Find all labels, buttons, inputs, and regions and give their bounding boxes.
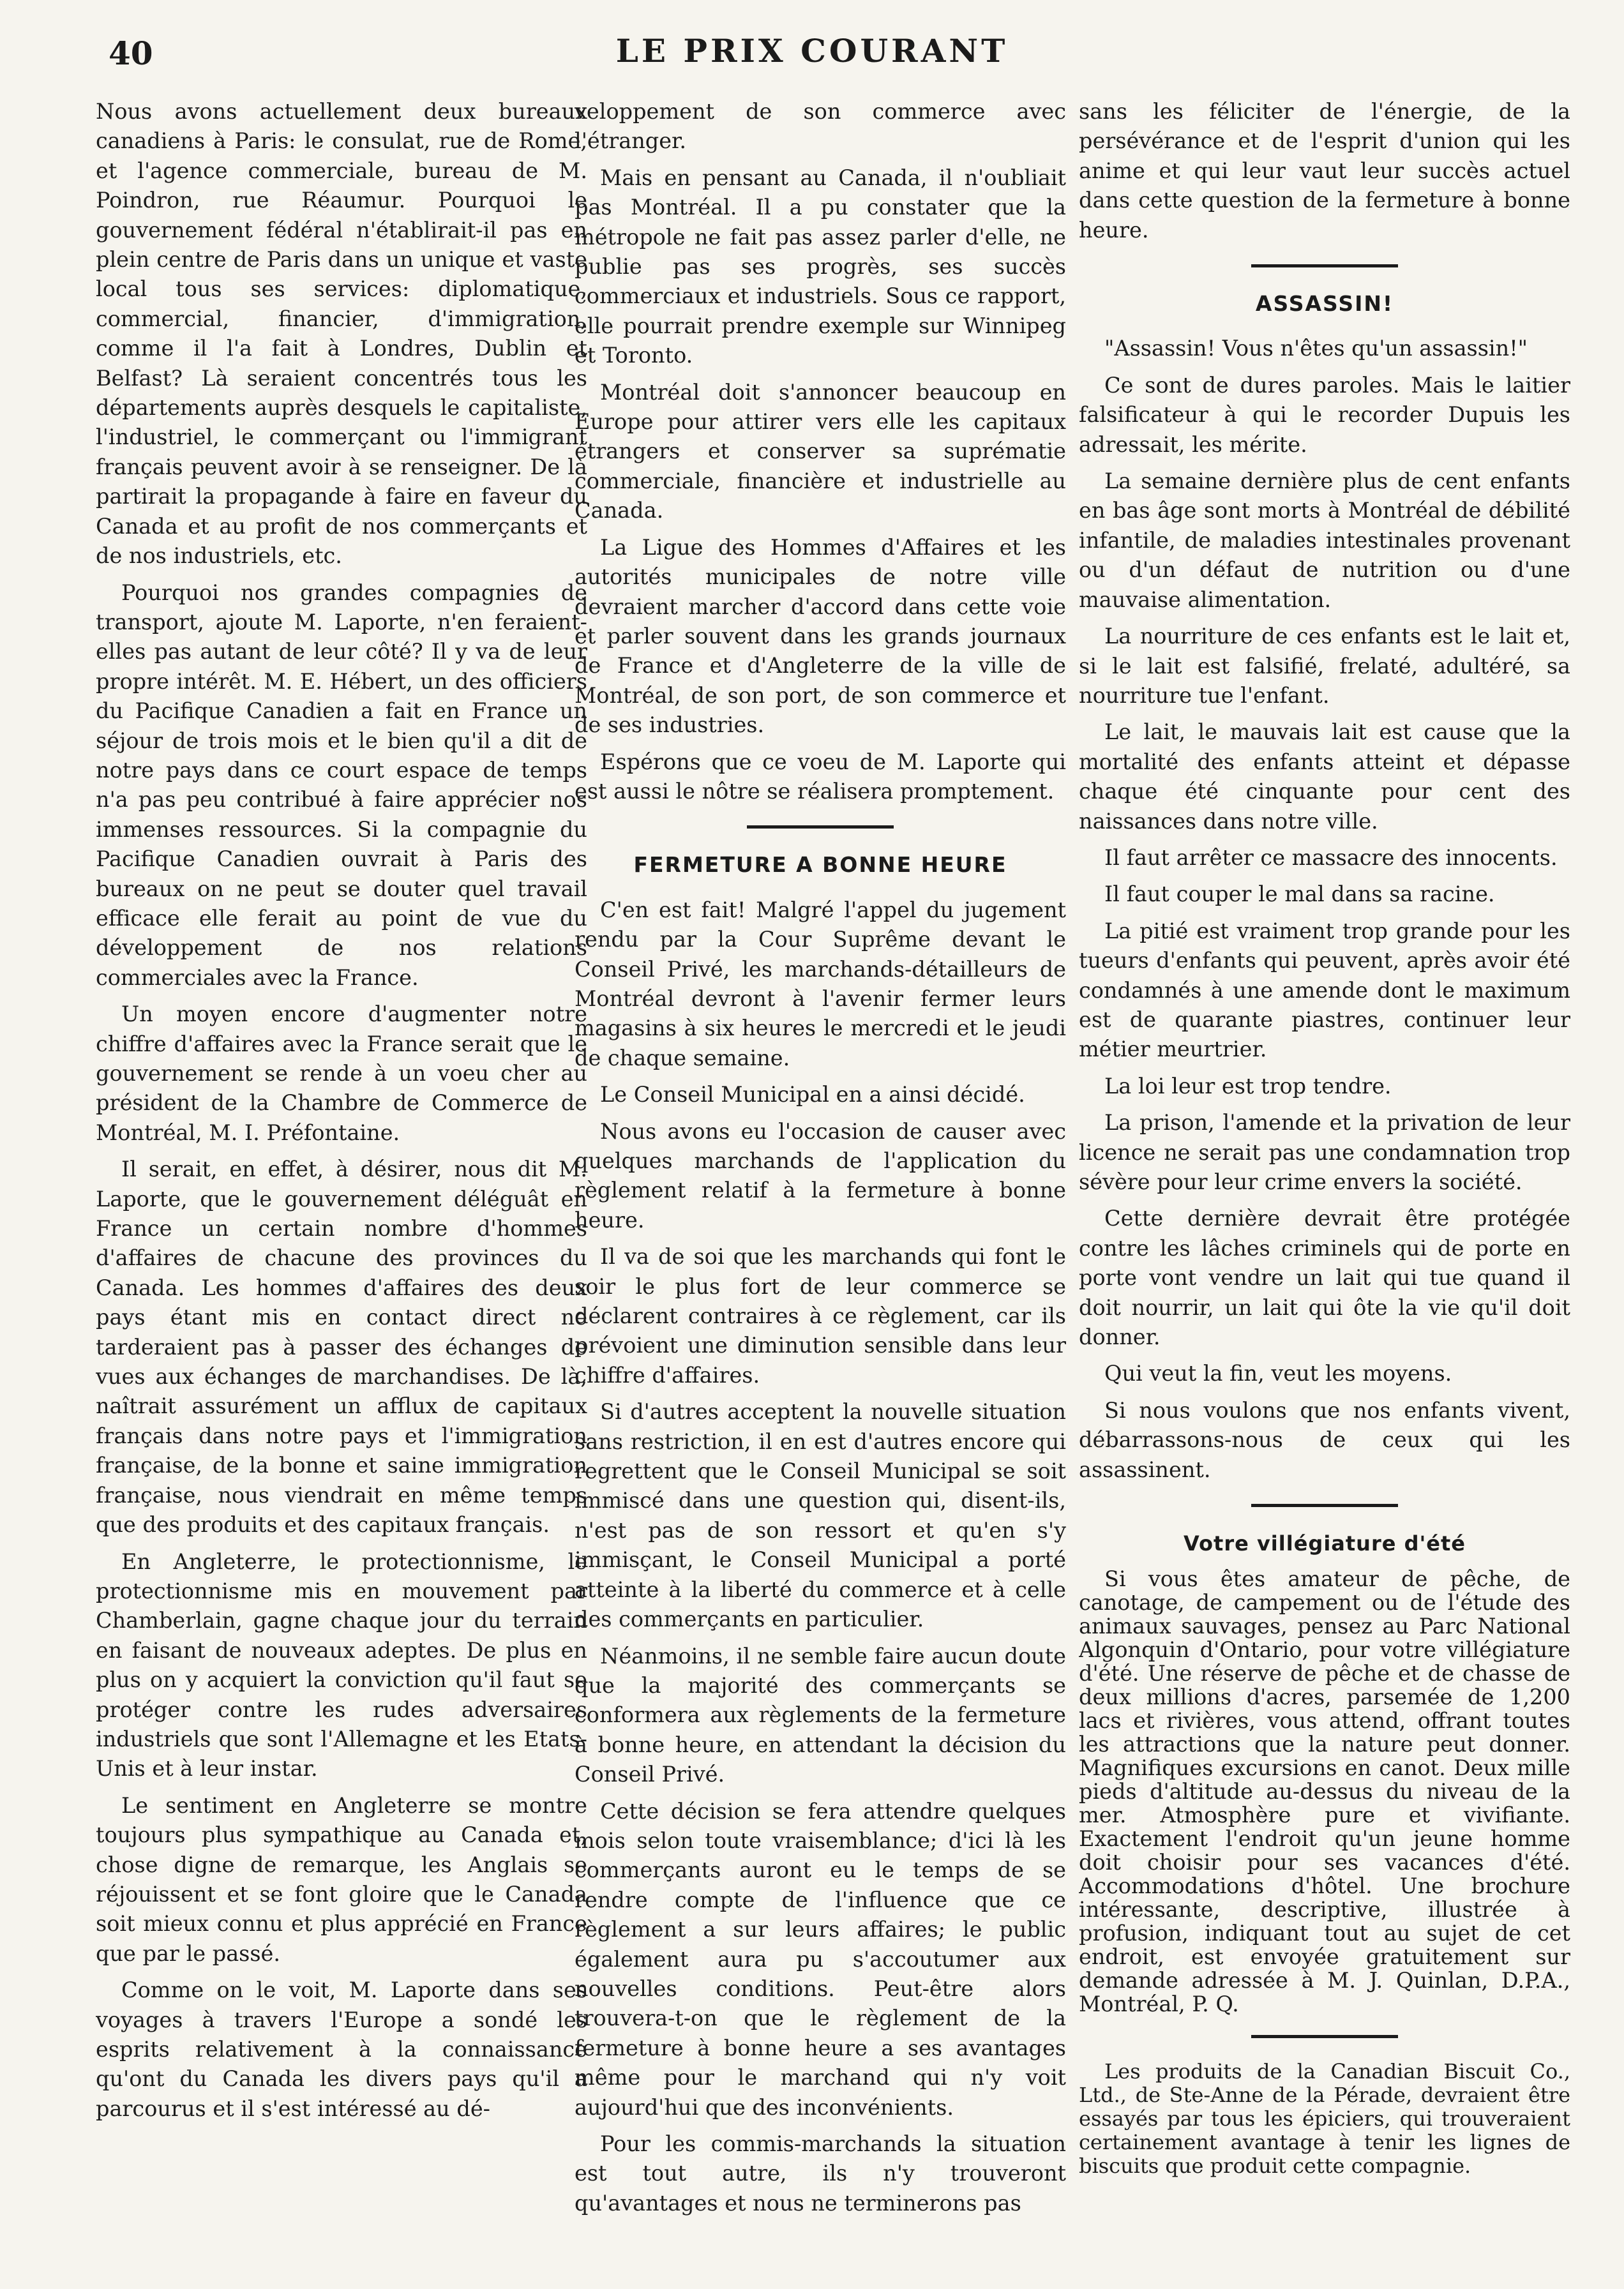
article-paragraph: Montréal doit s'annoncer beaucoup en Europe pour attirer vers elle les capitaux étrangers et conserver sa suprématie commerciale, financière et industrielle au Canada.	[575, 379, 1066, 523]
article-paragraph: Pour les commis-marchands la situation est tout autre, ils n'y trouveront qu'avantages et nous ne terminerons pas	[575, 2131, 1066, 2216]
page-header	[0, 26, 1624, 96]
article-paragraph: Cette dernière devrait être protégée contre les lâches criminels qui de porte en porte vont vendre un lait qui tue quand il doit nourrir, un lait qui ôte la vie qu'il doit donner.	[1079, 1206, 1570, 1350]
article-paragraph: Il va de soi que les marchands qui font le soir le plus fort de leur commerce se déclarent contraires à ce règlement, car ils prévoient une diminution sensible dans leur chiffre d'affaires.	[575, 1244, 1066, 1388]
column-3	[1079, 97, 1570, 2267]
article-paragraph: "Assassin! Vous n'êtes qu'un assassin!"	[1104, 336, 1528, 361]
article-paragraph: Qui veut la fin, veut les moyens.	[1104, 1361, 1452, 1386]
column-2	[575, 97, 1066, 2267]
section-divider	[1251, 1504, 1398, 1507]
article-paragraph: Nous avons eu l'occasion de causer avec quelques marchands de l'application du règlement relatif à la fermeture à bonne heure.	[575, 1118, 1066, 1233]
notice-paragraph: Les produits de la Canadian Biscuit Co., Ltd., de Ste-Anne de la Pérade, devraient être essayés par tous les épiciers, qui trouveraient certainement avantage à tenir les lignes de biscuits que produit cette compagnie.	[1079, 2059, 1570, 2179]
article-paragraph: La loi leur est trop tendre.	[1104, 1073, 1392, 1099]
article-paragraph: Il serait, en effet, à désirer, nous dit M. Laporte, que le gouvernement déléguât en France un certain nombre d'hommes d'affaires de chacune des provinces du Canada. Les hommes d'affaires des deux pays étant mis en contact direct ne tarderaient pas à passer des échanges de vues aux échanges de marchandises. De là, naîtrait assurément un afflux de capitaux français dans notre pays et l'immigration française, de la bonne et saine immigration française, nous viendrait en même temps que des produits et des capitaux français.	[96, 1157, 587, 1538]
article-paragraph: Mais en pensant au Canada, il n'oubliait pas Montréal. Il a pu constater que la métropole ne fait pas assez parler d'elle, ne publie pas ses progrès, ses succès commerciaux et industriels. Sous ce rapport, elle pourrait prendre exemple sur Winnipeg et Toronto.	[575, 165, 1066, 368]
biscuit-notice	[1079, 2060, 1570, 2178]
article-paragraph: Ce sont de dures paroles. Mais le laitier falsificateur à qui le recorder Dupuis les adressait, les mérite.	[1079, 372, 1570, 457]
article-paragraph: La prison, l'amende et la privation de leur licence ne serait pas une condamnation trop sévère pour leur crime envers la société.	[1079, 1110, 1570, 1194]
section-title-assassin: ASSASSIN!	[1255, 291, 1394, 317]
section-title-villegiature: Votre villégiature d'été	[1184, 1531, 1466, 1556]
article-paragraph: Il faut couper le mal dans sa racine.	[1104, 882, 1495, 907]
article-paragraph: Pourquoi nos grandes compagnies de transport, ajoute M. Laporte, n'en feraient-elles pas autant de leur côté? Il y va de leur propre intérêt. M. E. Hébert, un des officiers du Pacifique Canadien a fait en France un séjour de trois mois et le bien qu'il a dit de notre pays dans ce court espace de temps n'a pas peu contribué à faire apprécier nos immenses ressources. Si la compagnie du Pacifique Canadien ouvrait à Paris des bureaux on ne peut se douter quel travail efficace elle ferait au point de vue du développement de nos relations commerciales avec la France.	[96, 580, 587, 990]
article-paragraph: Le Conseil Municipal en a ainsi décidé.	[600, 1082, 1025, 1107]
article-paragraph: La semaine dernière plus de cent enfants en bas âge sont morts à Montréal de débilité infantile, de maladies intestinales provenant ou d'un défaut de nutrition ou d'une mauvaise alimentation.	[1079, 469, 1570, 612]
article-paragraph: Il faut arrêter ce massacre des innocents.	[1104, 844, 1558, 870]
article-paragraph: veloppement de son commerce avec l'étranger.	[575, 99, 1066, 154]
article-paragraph: Néanmoins, il ne semble faire aucun doute que la majorité des commerçants se conformera aux règlements de la fermeture à bonne heure, en attendant la décision du Conseil Privé.	[575, 1643, 1066, 1787]
article-paragraph: Nous avons actuellement deux bureaux canadiens à Paris: le consulat, rue de Rome, et l'agence commerciale, bureau de M. Poindron, rue Réaumur. Pourquoi le gouvernement fédéral n'établirait-il pas en plein centre de Paris dans un unique et vaste local tous ses services: diplomatique, commercial, financier, d'immigration, comme il l'a fait à Londres, Dublin et Belfast? Là seraient concentrés tous les départements auprès desquels le capitaliste, l'industriel, le commerçant ou l'immigrant français peuvent avoir à se renseigner. De là partirait la propagande à faire en faveur du Canada et au profit de nos commerçants et de nos industriels, etc.	[96, 99, 587, 569]
column-1	[96, 97, 587, 2267]
article-paragraph: La pitié est vraiment trop grande pour les tueurs d'enfants qui peuvent, après avoir été condamnés à une amende dont le maximum est de quarante piastres, continuer leur métier meurtrier.	[1079, 918, 1570, 1062]
article-paragraph: La nourriture de ces enfants est le lait et, si le lait est falsifié, frelaté, adultéré, sa nourriture tue l'enfant.	[1079, 624, 1570, 708]
article-paragraph: En Angleterre, le protectionnisme, le protectionnisme mis en mouvement par Chamberlain, gagne chaque jour du terrain en faisant de nouveaux adeptes. De plus en plus on y acquiert la conviction qu'il faut se protéger contre les rudes adversaires industriels que sont l'Allemagne et les Etats-Unis et à leur instar.	[96, 1549, 587, 1782]
article-paragraph: Comme on le voit, M. Laporte dans ses voyages à travers l'Europe a sondé les esprits relativement à la connaissance qu'ont du Canada les divers pays qu'il a parcourus et il s'est intéressé au dé-	[96, 1978, 587, 2121]
article-paragraph: Le sentiment en Angleterre se montre toujours plus sympathique au Canada et, chose digne de remarque, les Anglais se réjouissent et se font gloire que le Canada soit mieux connu et plus apprécié en France que par le passé.	[96, 1792, 587, 1966]
article-paragraph: La Ligue des Hommes d'Affaires et les autorités municipales de notre ville devraient marcher d'accord dans cette voie et parler souvent dans les grands journaux de France et d'Angleterre de la ville de Montréal, de son port, de son commerce et de ses industries.	[575, 534, 1066, 738]
article-paragraph: Espérons que ce voeu de M. Laporte qui est aussi le nôtre se réalisera promptement.	[575, 749, 1066, 804]
section-divider	[1251, 2035, 1398, 2038]
section-divider	[747, 825, 894, 829]
article-paragraph: sans les féliciter de l'énergie, de la persévérance et de l'esprit d'union qui les anime et qui leur vaut leur succès actuel dans cette question de la fermeture à bonne heure.	[1079, 99, 1570, 243]
article-paragraph: Si nous voulons que nos enfants vivent, débarrassons-nous de ceux qui les assassinent.	[1079, 1397, 1570, 1482]
publication-title: LE PRIX COURANT	[615, 32, 1009, 70]
article-paragraph: Si vous êtes amateur de pêche, de canotage, de campement ou de l'étude des animaux sauvages, pensez au Parc National Algonquin d'Ontario, pour votre villégiature d'été. Une réserve de pêche et de chasse de deux millions d'acres, parsemée de 1,200 lacs et rivières, vous attend, offrant toutes les attractions que la nature peut donner. Magnifiques excursions en canot. Deux mille pieds d'altitude au-dessus du niveau de la mer. Atmosphère pure et vivifiante. Exactement l'endroit qu'un jeune homme doit choisir pour ses vacances d'été. Accommodations d'hôtel. Une brochure intéressante, descriptive, illustrée à profusion, indiquant tout au sujet de cet endroit, est envoyée gratuitement sur demande adressée à M. J. Quinlan, D.P.A., Montréal, P. Q.	[1079, 1566, 1570, 2017]
section-title-fermeture: FERMETURE A BONNE HEURE	[633, 852, 1007, 878]
article-paragraph: Un moyen encore d'augmenter notre chiffre d'affaires avec la France serait que le gouvernement se rende à un voeu cher au président de la Chambre de Commerce de Montréal, M. I. Préfontaine.	[96, 1002, 587, 1145]
page-number: 40	[109, 34, 153, 72]
article-paragraph: Le lait, le mauvais lait est cause que la mortalité des enfants atteint et dépasse chaque été cinquante pour cent des naissances dans notre ville.	[1079, 719, 1570, 834]
article-paragraph: C'en est fait! Malgré l'appel du jugement rendu par la Cour Suprême devant le Conseil Privé, les marchands-détailleurs de Montréal devront à l'avenir fermer leurs magasins à six heures le mercredi et le jeudi de chaque semaine.	[575, 897, 1066, 1070]
section-divider	[1251, 264, 1398, 267]
article-paragraph: Cette décision se fera attendre quelques mois selon toute vraisemblance; d'ici là les commerçants auront eu le temps de se rendre compte de l'influence que ce règlement a sur leurs affaires; le public également aura pu s'accoutumer aux nouvelles conditions. Peut-être alors trouvera-t-on que le règlement de la fermeture à bonne heure a ses avantages même pour le marchand qui n'y voit aujourd'hui que des inconvénients.	[575, 1798, 1066, 2120]
article-paragraph: Si d'autres acceptent la nouvelle situation sans restriction, il en est d'autres encore qui regrettent que le Conseil Municipal se soit immiscé dans une question qui, disent-ils, n'est pas de son ressort et qu'en s'y immisçant, le Conseil Municipal a porté atteinte à la liberté du commerce et à celle des commerçants en particulier.	[575, 1399, 1066, 1632]
villegiature-article	[1079, 1567, 1570, 2016]
